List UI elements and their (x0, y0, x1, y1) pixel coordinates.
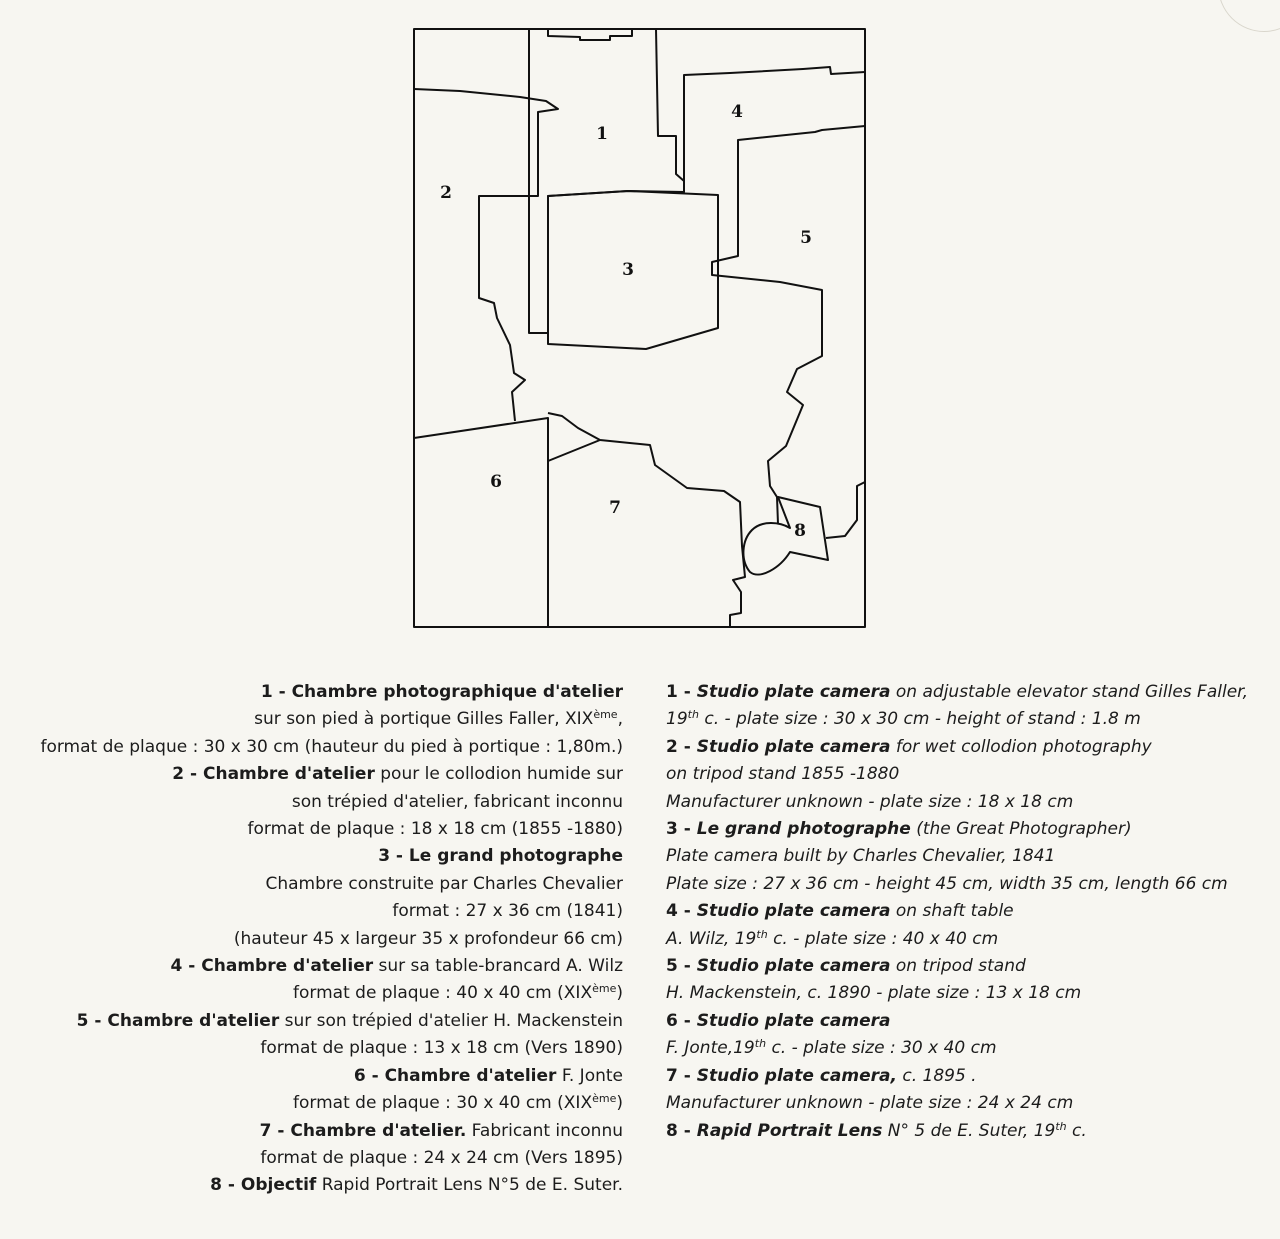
item-text: Fabricant inconnu (466, 1120, 623, 1141)
region-1-outline (529, 29, 684, 333)
caption-line (666, 679, 1266, 706)
item-number: 1 - (260, 682, 292, 702)
item-number: 2 - (666, 736, 697, 757)
item-text-after: ) (616, 1093, 623, 1114)
caption-line (3, 980, 623, 1007)
item-text-after: c. (1066, 1120, 1087, 1141)
caption-line (666, 1035, 1266, 1062)
diagram-label-8: 8 (794, 521, 806, 541)
item-text: sur son trépied d'atelier H. Mackenstein (279, 1010, 623, 1031)
item-text: on shaft table (890, 901, 1014, 922)
region-1-notch (548, 29, 632, 40)
item-number: 8 - (210, 1175, 241, 1196)
item-title: Studio plate camera (696, 736, 891, 757)
item-title: Studio plate camera (696, 956, 891, 977)
item-text: Plate size : 27 x 36 cm - height 45 cm, width 35 cm, length 66 cm (666, 873, 1228, 894)
caption-line (3, 953, 623, 980)
caption-line (666, 1063, 1266, 1090)
item-superscript: th (1055, 1119, 1067, 1133)
item-text: 19 (666, 709, 688, 730)
item-superscript: th (756, 927, 768, 941)
item-text: F. Jonte (556, 1065, 623, 1086)
item-number: 4 - (170, 956, 202, 977)
caption-french (3, 679, 623, 1200)
item-text-after: c. - plate size : 30 x 30 cm - height of stand : 1.8 m (698, 709, 1141, 730)
item-text: for wet collodion photography (890, 736, 1152, 757)
item-title: Chambre d'atelier (384, 1065, 557, 1086)
item-text-after: c. - plate size : 40 x 40 cm (767, 928, 999, 949)
caption-line (3, 761, 623, 788)
region-6-outline (414, 418, 548, 627)
caption-line (666, 1118, 1266, 1145)
item-text-after: ) (616, 983, 623, 1004)
caption-line (3, 926, 623, 953)
caption-line (3, 1008, 623, 1035)
caption-line (666, 1008, 1266, 1035)
item-text: son trépied d'atelier, fabricant inconnu (291, 791, 623, 812)
region-8-outline (743, 497, 828, 575)
item-text: (hauteur 45 x largeur 35 x profondeur 66 cm) (233, 928, 623, 949)
caption-line (3, 1090, 623, 1117)
item-number: 1 - (666, 682, 697, 702)
item-text: format de plaque : 30 x 30 cm (hauteur du pied à portique : 1,80m.) (40, 736, 623, 757)
item-title: Chambre d'atelier (201, 956, 374, 977)
caption-line (3, 843, 623, 870)
caption-line (666, 953, 1266, 980)
item-title: Studio plate camera, (696, 1065, 897, 1086)
diagram-label-6: 6 (490, 472, 502, 492)
caption-line (3, 679, 623, 706)
item-superscript: ème (592, 982, 617, 996)
item-number: 3 - (666, 819, 697, 840)
caption-line (666, 1090, 1266, 1117)
item-number: 7 - (259, 1120, 291, 1141)
item-text-after: c. - plate size : 30 x 40 cm (766, 1038, 997, 1059)
item-text: N° 5 de E. Suter, 19 (882, 1120, 1056, 1141)
item-text: format de plaque : 30 x 40 cm (XIX (293, 1093, 593, 1114)
caption-line (666, 843, 1266, 870)
item-title: Le grand photographe (696, 819, 911, 840)
item-superscript: ème (593, 708, 618, 722)
item-title: Studio plate camera (696, 682, 891, 702)
item-text: format de plaque : 18 x 18 cm (1855 -1880) (247, 819, 623, 840)
item-number: 2 - (172, 764, 203, 785)
item-title: Studio plate camera (696, 901, 891, 922)
item-text: Chambre construite par Charles Chevalier (265, 873, 623, 894)
item-number: 8 - (666, 1120, 697, 1141)
diagram-label-2: 2 (440, 183, 452, 203)
item-number: 6 - (666, 1010, 697, 1031)
item-superscript: th (687, 708, 699, 722)
item-superscript: th (754, 1037, 767, 1051)
caption-line (3, 898, 623, 925)
item-number: 5 - (76, 1010, 108, 1031)
caption-line (3, 706, 623, 733)
caption-line (3, 789, 623, 816)
item-text: Manufacturer unknown - plate size : 18 x 18 cm (666, 791, 1074, 812)
item-text: H. Mackenstein, c. 1890 - plate size : 13 x 18 cm (666, 983, 1082, 1004)
caption-line (666, 898, 1266, 925)
item-title: Objectif (240, 1175, 317, 1196)
item-text: on adjustable elevator stand Gilles Faller, (890, 682, 1248, 702)
item-title: Chambre photographique d'atelier (291, 682, 623, 702)
caption-line (3, 871, 623, 898)
caption-line (666, 871, 1266, 898)
diagram-label-5: 5 (800, 228, 812, 248)
region-5-outline (712, 126, 865, 524)
item-text: c. 1895 . (896, 1065, 977, 1086)
region-2-outline (414, 89, 558, 421)
item-text: A. Wilz, 19 (666, 928, 757, 949)
region-center-outline (548, 413, 745, 627)
item-text: on tripod stand 1855 -1880 (666, 764, 900, 785)
item-text: Manufacturer unknown - plate size : 24 x 24 cm (666, 1093, 1074, 1114)
caption-line (666, 926, 1266, 953)
item-title: Studio plate camera (696, 1010, 891, 1031)
item-text: Rapid Portrait Lens N°5 de E. Suter. (316, 1175, 623, 1196)
item-number: 3 - (378, 846, 409, 867)
item-text: sur son pied à portique Gilles Faller, XIX (254, 709, 594, 730)
region-5-tripod-edge (826, 482, 865, 538)
item-title: Le grand photographe (408, 846, 623, 867)
item-title: Chambre d'atelier. (290, 1120, 467, 1141)
item-text: Plate camera built by Charles Chevalier, 1841 (666, 846, 1056, 867)
caption-line (3, 1063, 623, 1090)
item-text: format : 27 x 36 cm (1841) (392, 901, 623, 922)
diagram-label-4: 4 (731, 102, 743, 122)
caption-line (666, 789, 1266, 816)
diagram-label-3: 3 (622, 260, 634, 280)
item-text: on tripod stand (890, 956, 1026, 977)
item-number: 6 - (353, 1065, 385, 1086)
item-title: Rapid Portrait Lens (696, 1120, 883, 1141)
item-text: format de plaque : 13 x 18 cm (Vers 1890) (260, 1038, 623, 1059)
item-text: format de plaque : 24 x 24 cm (Vers 1895) (260, 1147, 623, 1168)
item-text: (the Great Photographer) (910, 819, 1132, 840)
item-title: Chambre d'atelier (107, 1010, 280, 1031)
item-text: sur sa table-brancard A. Wilz (373, 956, 623, 977)
diagram-label-1: 1 (596, 124, 608, 144)
item-text-after: , (617, 709, 623, 730)
caption-line (666, 816, 1266, 843)
diagram-label-7: 7 (609, 498, 621, 518)
item-number: 7 - (666, 1065, 697, 1086)
caption-line (666, 734, 1266, 761)
caption-line (3, 1145, 623, 1172)
caption-line (3, 816, 623, 843)
caption-line (3, 1035, 623, 1062)
caption-english (666, 679, 1266, 1145)
item-text: pour le collodion humide sur (374, 764, 623, 785)
caption-line (666, 980, 1266, 1007)
item-title: Chambre d'atelier (203, 764, 375, 785)
caption-line (3, 734, 623, 761)
caption-line (666, 706, 1266, 733)
item-text: format de plaque : 40 x 40 cm (XIX (293, 983, 593, 1004)
item-number: 5 - (666, 956, 697, 977)
item-number: 4 - (666, 901, 697, 922)
caption-line (666, 761, 1266, 788)
item-text: F. Jonte,19 (666, 1038, 755, 1059)
item-superscript: ème (592, 1092, 617, 1106)
region-7-outline (548, 440, 600, 461)
caption-line (3, 1172, 623, 1199)
caption-line (3, 1118, 623, 1145)
